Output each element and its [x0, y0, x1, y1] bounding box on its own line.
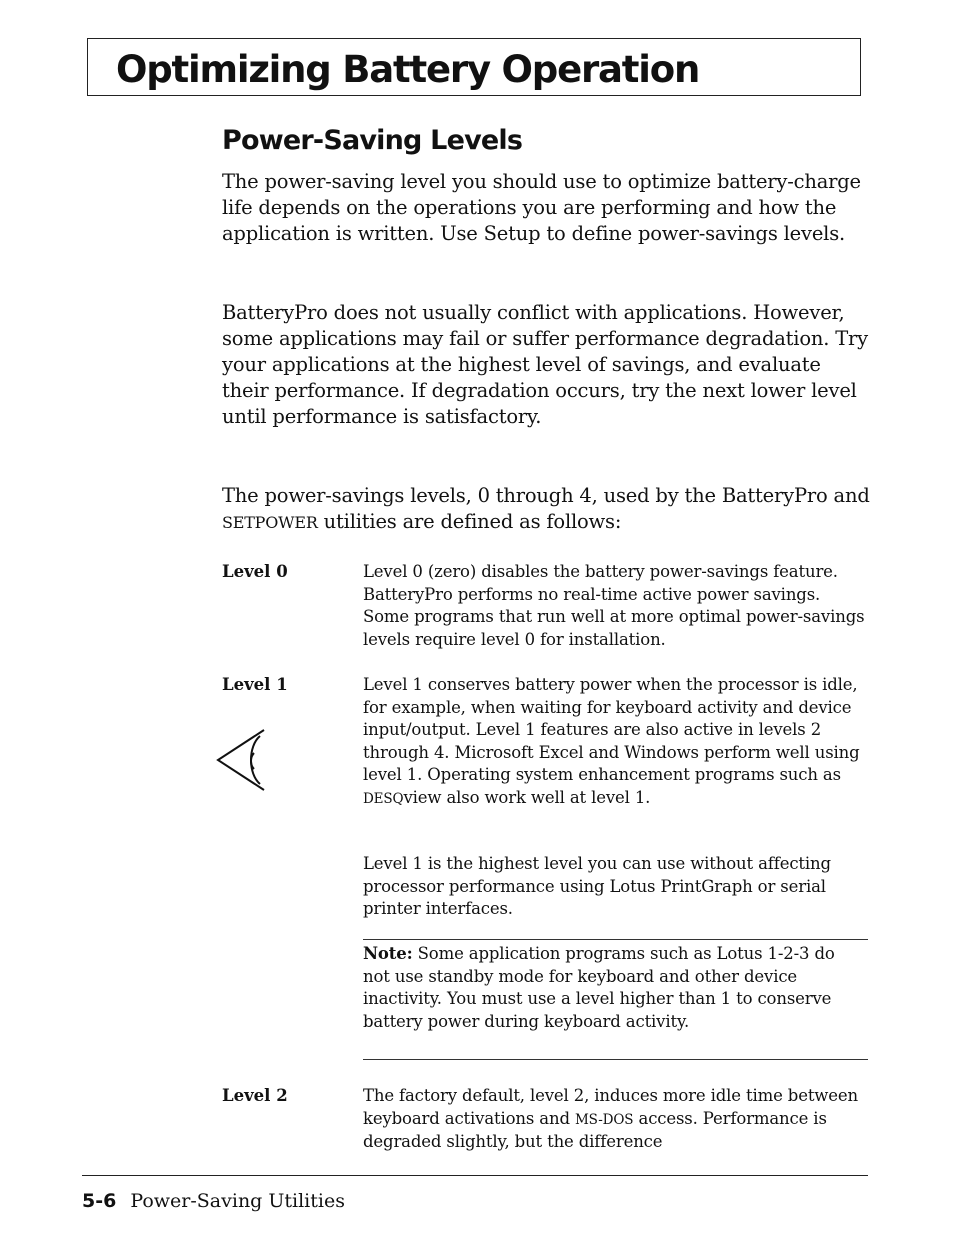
level-2-description-a: The factory default, level 2, induces more idle time between keyboard activations and: [363, 1086, 858, 1128]
level-1-description-c: also work well at level 1.: [441, 787, 651, 807]
note-body: Some application programs such as Lotus 1-2-3 do not use standby mode for keyboard and other device inactivity. You must use a level higher than 1 to conserve battery power during keyboard activity.: [363, 944, 835, 1031]
section-heading: Power-Saving Levels: [222, 125, 523, 156]
paragraph-levels-intro-b: utilities are defined as follows:: [317, 510, 622, 533]
note-box: [363, 939, 868, 1060]
note-label: Note:: [363, 944, 413, 963]
paragraph-levels-intro: [222, 483, 872, 536]
level-2-description-b: access. Performance is degraded slightly, but the difference: [363, 1108, 827, 1151]
level-1-description-2: Level 1 is the highest level you can use without affecting processor performance using Lotus PrintGraph or serial printer interfaces.: [363, 854, 831, 918]
level-2-label: Level 2: [222, 1086, 288, 1105]
level-1-label: Level 1: [222, 675, 288, 694]
footer-rule: [82, 1175, 868, 1176]
paragraph-intro: The power-saving level you should use to optimize battery-charge life depends on the operations you are performing and how the application is written. Use Setup to define power-savings levels.: [222, 170, 861, 245]
chapter-title: Optimizing Battery Operation: [116, 48, 700, 91]
setpower-term: SETPOWER: [222, 513, 318, 532]
footer-chapter: Power-Saving Utilities: [130, 1190, 345, 1212]
desqview-term-sc: DESQ: [363, 790, 404, 807]
note-text: [363, 940, 843, 1033]
eye-icon: [214, 728, 270, 792]
chapter-title-box: [87, 38, 861, 96]
level-2-description: [363, 1085, 868, 1154]
level-1-description: [363, 674, 868, 810]
level-1-description-a: Level 1 conserves battery power when the processor is idle, for example, when waiting for keyboard activity and device input/output. Level 1 features are also active in levels 2 through 4. Microsoft Excel and Windows perform well using level 1. Operating system enhancement programs such as: [363, 675, 860, 784]
paragraph-levels-intro-a: The power-savings levels, 0 through 4, used by the BatteryPro and: [222, 484, 870, 507]
page-number: 5-6: [82, 1190, 117, 1212]
msdos-term: MS-DOS: [574, 1111, 634, 1128]
level-0-label: Level 0: [222, 562, 288, 581]
level-0-description: Level 0 (zero) disables the battery power-savings feature. BatteryPro performs no real-time active power savings. Some programs that run well at more optimal power-savings levels require level 0 for installation.: [363, 562, 865, 649]
paragraph-batterypro: BatteryPro does not usually conflict with applications. However, some applications may fail or suffer performance degradation. Try your applications at the highest level of savings, and evaluate their performance. If degradation occurs, try the next lower level until performance is satisfactory.: [222, 301, 868, 428]
page-footer: [82, 1188, 345, 1214]
desqview-term-rest: view: [403, 787, 442, 807]
